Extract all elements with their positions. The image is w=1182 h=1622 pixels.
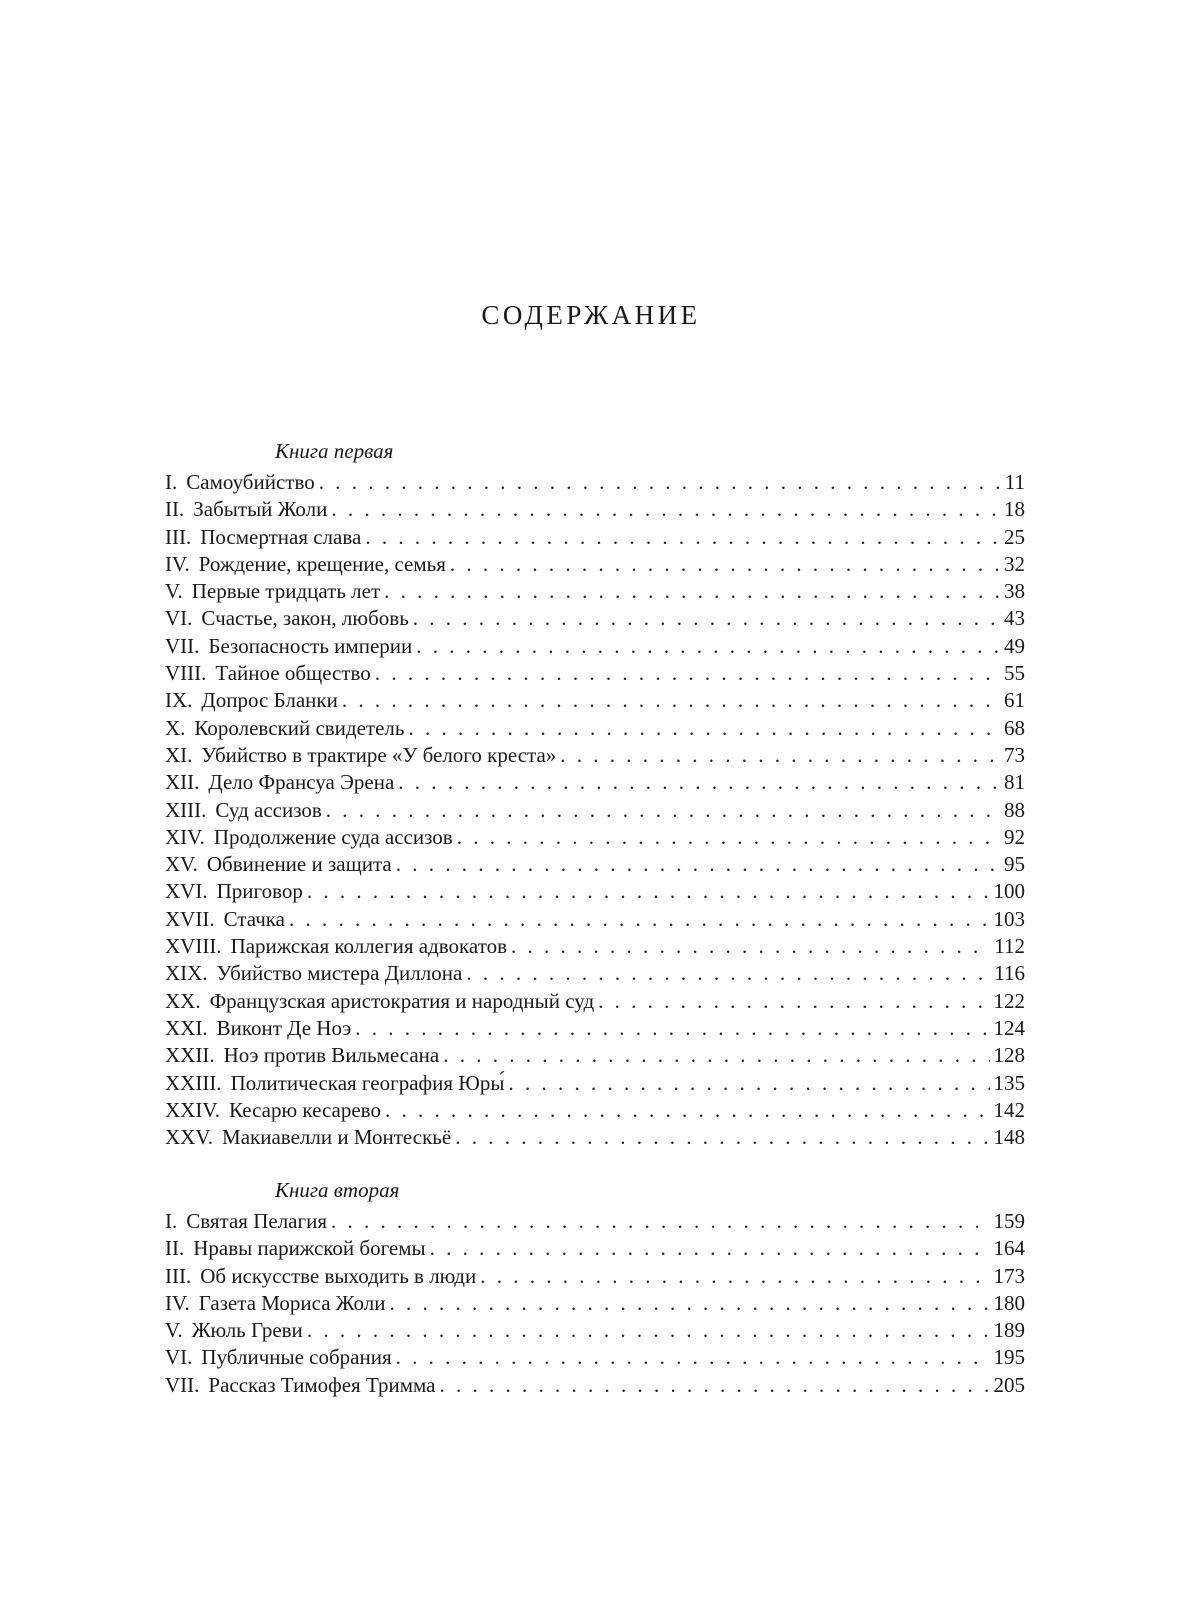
chapter-title: Политическая география Юры́ — [230, 1070, 505, 1095]
dot-leader — [385, 1097, 990, 1124]
page-number: 18 — [1004, 497, 1025, 522]
toc-entry — [165, 1070, 1025, 1097]
toc-entry — [165, 1235, 1025, 1262]
chapter-number: XII. — [165, 770, 200, 795]
dot-leader — [326, 797, 1000, 824]
chapter-number: VII. — [165, 1372, 200, 1397]
dot-leader — [450, 551, 1000, 578]
page-number: 205 — [993, 1372, 1025, 1397]
dot-leader — [408, 715, 1000, 742]
toc-entry — [165, 660, 1025, 687]
dot-leader — [375, 660, 1000, 687]
chapter-title: Безопасность империи — [208, 633, 413, 658]
toc-entry — [165, 1317, 1025, 1344]
chapter-title: Стачка — [223, 906, 285, 931]
page-number: 61 — [1004, 688, 1025, 713]
toc-list — [165, 1208, 1025, 1399]
chapter-title: Самоубийство — [186, 470, 315, 494]
chapter-number: II. — [165, 497, 185, 522]
chapter-number: V. — [165, 579, 183, 604]
chapter-number: XVI. — [165, 879, 208, 904]
toc-entry — [165, 933, 1025, 960]
chapter-number: VI. — [165, 1345, 193, 1370]
chapter-number: VI. — [165, 606, 193, 631]
toc-entry — [165, 960, 1025, 987]
chapter-title: Рождение, крещение, семья — [198, 551, 446, 576]
toc-entry — [165, 633, 1025, 660]
dot-leader — [331, 1208, 989, 1235]
chapter-title: Приговор — [216, 879, 303, 904]
page-number: 122 — [993, 988, 1025, 1013]
page-number: 25 — [1004, 524, 1025, 549]
toc-entry — [165, 1042, 1025, 1069]
chapter-title: Первые тридцать лет — [191, 579, 381, 604]
toc-entry — [165, 1344, 1025, 1371]
dot-leader — [319, 469, 1001, 496]
chapter-number: XXIV. — [165, 1097, 221, 1122]
chapter-number: XXI. — [165, 1015, 208, 1040]
chapter-title: Виконт Де Ноэ — [216, 1015, 352, 1040]
chapter-title: Допрос Бланки — [201, 688, 338, 713]
dot-leader — [466, 960, 990, 987]
dot-leader — [342, 687, 1000, 714]
chapter-number: XXIII. — [165, 1070, 222, 1095]
chapter-title: Газета Мориса Жоли — [198, 1290, 386, 1315]
chapter-title: Суд ассизов — [215, 797, 322, 822]
toc-entry — [165, 1372, 1025, 1399]
chapter-title: Посмертная слава — [200, 524, 362, 549]
chapter-number: XIV. — [165, 824, 205, 849]
chapter-title: Королевский свидетель — [194, 715, 405, 740]
page-number: 128 — [993, 1043, 1025, 1068]
page-number: 173 — [993, 1263, 1025, 1288]
dot-leader — [511, 933, 990, 960]
toc-book-second — [165, 1175, 1025, 1399]
toc-entry — [165, 496, 1025, 523]
page-number: 88 — [1004, 797, 1025, 822]
page-number: 103 — [993, 906, 1025, 931]
dot-leader — [416, 633, 1000, 660]
chapter-title: Публичные собрания — [201, 1345, 392, 1370]
page-number: 73 — [1004, 742, 1025, 767]
chapter-number: II. — [165, 1236, 185, 1261]
chapter-number: IV. — [165, 1290, 190, 1315]
dot-leader — [396, 851, 1000, 878]
chapter-number: XI. — [165, 742, 193, 767]
dot-leader — [443, 1042, 989, 1069]
toc-entry — [165, 524, 1025, 551]
chapter-title: Ноэ против Вильмесана — [223, 1043, 440, 1068]
chapter-title: Дело Франсуа Эрена — [208, 770, 395, 795]
dot-leader — [396, 1344, 990, 1371]
toc-entry — [165, 1263, 1025, 1290]
page-number: 135 — [993, 1070, 1025, 1095]
dot-leader — [598, 988, 989, 1015]
chapter-number: I. — [165, 1209, 178, 1233]
chapter-title: Продолжение суда ассизов — [213, 824, 453, 849]
chapter-title: Об искусстве выходить в люди — [200, 1263, 477, 1288]
toc-entry — [165, 605, 1025, 632]
chapter-number: XXV. — [165, 1125, 214, 1150]
page-number: 49 — [1004, 633, 1025, 658]
dot-leader — [480, 1263, 989, 1290]
chapter-title: Убийство в трактире «У белого креста» — [201, 742, 557, 767]
page-number: 95 — [1004, 852, 1025, 877]
toc-entry — [165, 824, 1025, 851]
dot-leader — [508, 1070, 989, 1097]
chapter-title: Макиавелли и Монтескьё — [222, 1125, 452, 1150]
dot-leader — [560, 742, 1000, 769]
chapter-number: VIII. — [165, 661, 207, 686]
chapter-title: Нравы парижской богемы — [193, 1236, 426, 1261]
chapter-title: Жюль Греви — [191, 1318, 303, 1343]
chapter-number: III. — [165, 524, 192, 549]
dot-leader — [365, 524, 1000, 551]
chapter-title: Французская аристократия и народный суд — [209, 988, 595, 1013]
dot-leader — [390, 1290, 990, 1317]
page-number: 32 — [1004, 551, 1025, 576]
page-number: 116 — [994, 961, 1025, 986]
toc-entry — [165, 469, 1025, 496]
chapter-number: XV. — [165, 852, 198, 877]
toc-entry — [165, 769, 1025, 796]
page-number: 38 — [1004, 579, 1025, 604]
dot-leader — [430, 1235, 990, 1262]
page-number: 43 — [1004, 606, 1025, 631]
toc-entry — [165, 551, 1025, 578]
toc-entry — [165, 1015, 1025, 1042]
page-number: 159 — [993, 1209, 1025, 1233]
chapter-title: Убийство мистера Диллона — [216, 961, 463, 986]
page-number: 68 — [1004, 715, 1025, 740]
toc-entry — [165, 906, 1025, 933]
book-heading: Книга первая — [275, 439, 394, 463]
toc-entry — [165, 687, 1025, 714]
toc-entry — [165, 878, 1025, 905]
chapter-number: V. — [165, 1318, 183, 1343]
chapter-number: XVIII. — [165, 934, 222, 959]
chapter-title: Рассказ Тимофея Тримма — [208, 1372, 436, 1397]
dot-leader — [384, 578, 1000, 605]
toc-entry — [165, 851, 1025, 878]
chapter-title: Обвинение и защита — [206, 852, 392, 877]
toc-book-first — [165, 436, 1025, 1151]
toc-entry — [165, 1290, 1025, 1317]
page-number: 81 — [1004, 770, 1025, 795]
toc-entry — [165, 1124, 1025, 1151]
dot-leader — [289, 906, 990, 933]
toc-entry — [165, 578, 1025, 605]
toc-list — [165, 469, 1025, 1151]
chapter-title: Святая Пелагия — [186, 1209, 328, 1233]
chapter-title: Парижская коллегия адвокатов — [230, 934, 508, 959]
page-number: 124 — [993, 1015, 1025, 1040]
page-number: 100 — [993, 879, 1025, 904]
page-number: 92 — [1004, 824, 1025, 849]
chapter-number: I. — [165, 470, 178, 494]
chapter-title: Счастье, закон, любовь — [201, 606, 409, 631]
book-heading: Книга вторая — [275, 1178, 400, 1202]
dot-leader — [457, 824, 1000, 851]
chapter-number: IV. — [165, 551, 190, 576]
toc-entry — [165, 742, 1025, 769]
chapter-number: III. — [165, 1263, 192, 1288]
dot-leader — [355, 1015, 989, 1042]
chapter-number: VII. — [165, 633, 200, 658]
toc-entry — [165, 715, 1025, 742]
dot-leader — [331, 496, 1000, 523]
chapter-number: XVII. — [165, 906, 215, 931]
dot-leader — [440, 1372, 990, 1399]
page-number: 142 — [993, 1097, 1025, 1122]
page-number: 189 — [993, 1318, 1025, 1343]
page-title: СОДЕРЖАНИЕ — [481, 300, 701, 330]
chapter-number: XX. — [165, 988, 201, 1013]
dot-leader — [398, 769, 1000, 796]
toc-entry — [165, 797, 1025, 824]
page-number: 55 — [1004, 661, 1025, 686]
toc-entry — [165, 988, 1025, 1015]
chapter-number: XIX. — [165, 961, 208, 986]
page-number: 195 — [993, 1345, 1025, 1370]
chapter-title: Забытый Жоли — [193, 497, 328, 522]
chapter-number: X. — [165, 715, 186, 740]
dot-leader — [455, 1124, 989, 1151]
page-number: 112 — [994, 934, 1025, 959]
dot-leader — [307, 1317, 990, 1344]
page-number: 11 — [1004, 470, 1025, 494]
chapter-title: Кесарю кесарево — [229, 1097, 381, 1122]
chapter-number: IX. — [165, 688, 193, 713]
toc-entry — [165, 1097, 1025, 1124]
dot-leader — [413, 605, 1000, 632]
page-number: 148 — [993, 1125, 1025, 1150]
chapter-title: Тайное общество — [215, 661, 371, 686]
chapter-number: XIII. — [165, 797, 207, 822]
page-number: 180 — [993, 1290, 1025, 1315]
toc-entry — [165, 1208, 1025, 1235]
page-number: 164 — [993, 1236, 1025, 1261]
dot-leader — [307, 878, 990, 905]
chapter-number: XXII. — [165, 1043, 215, 1068]
